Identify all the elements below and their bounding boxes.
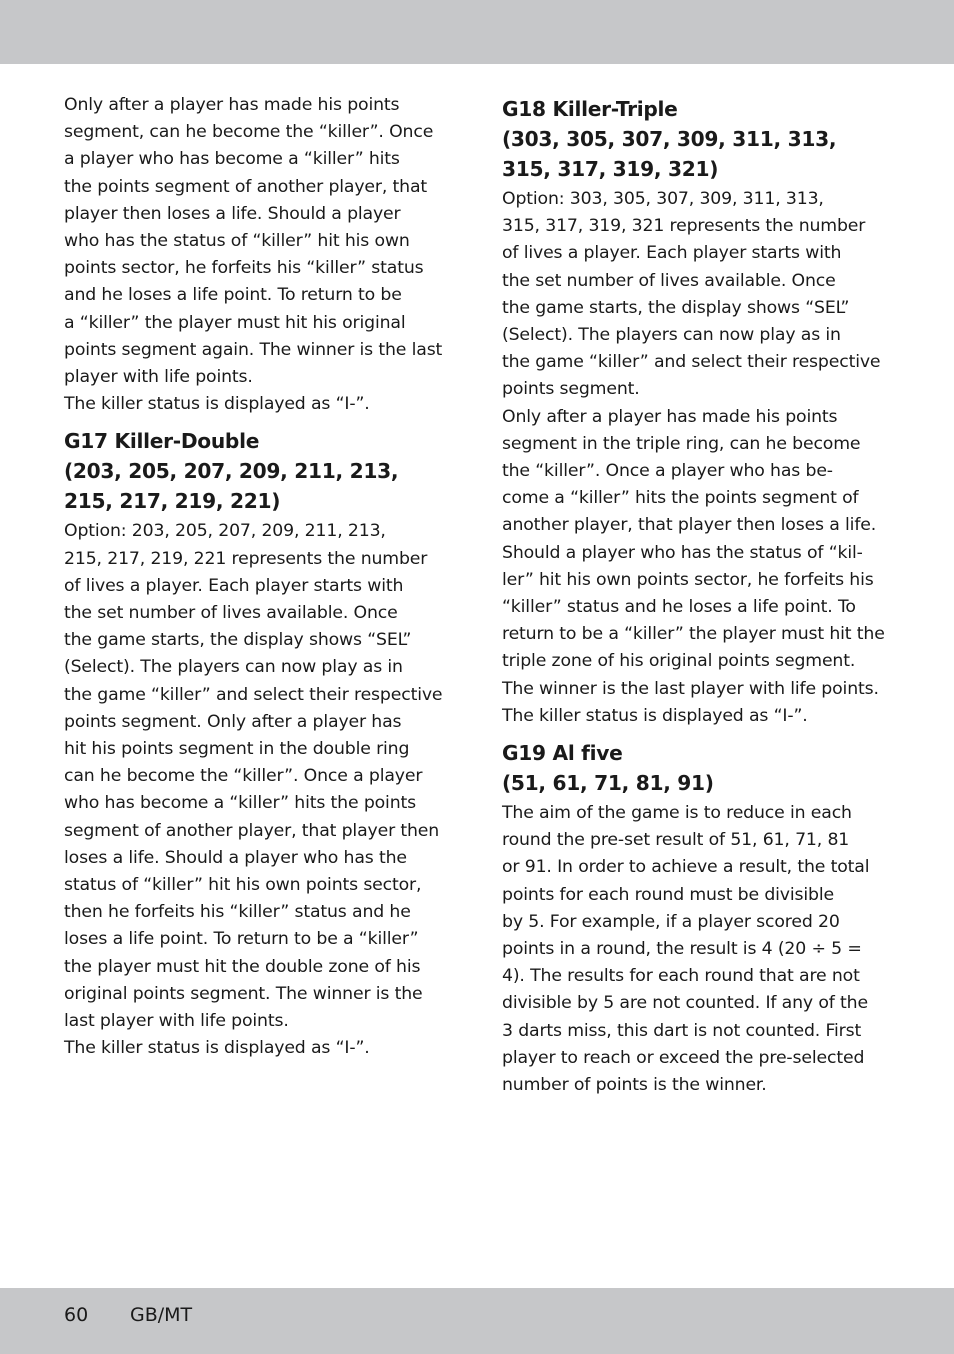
paragraph: Option: 203, 205, 207, 209, 211, 213, 215, 217, 219, 221 represents the number of lives a player. Each player starts with the set number of lives available. Once the game starts, the display shows “SEL” (Select). The players can now play as in the game “killer” and select their respective points segment. Only after a player has hit his points segment in the double ring can he become the “killer”. Once a player who has become a “killer” hits the points segment of another player, that player then loses a life. Should a player who has the status of “killer” hit his own points sector, then he forfeits his “killer” status and he loses a life point. To return to be a “killer” the player must hit the double zone of his original points segment. The winner is the last player with life points.	[64, 521, 443, 1032]
paragraph: Only after a player has made his points segment in the triple ring, can he become the “killer”. Once a player who has be- come a “killer” hits the points segment of another player, that player then loses a life. Should a player who has the status of “kil- ler” hit his own points sector, he forfeits his “killer” status and he loses a life point. To return to be a “killer” the player must hit the triple zone of his original points segment. The winner is the last player with life points.	[502, 406, 885, 699]
paragraph: Option: 303, 305, 307, 309, 311, 313, 315, 317, 319, 321 represents the number of lives a player. Each player starts with the set number of lives available. Once the game starts, the display shows “SEL” (Select). The players can now play as in the game “killer” and select their respective points segment.	[502, 189, 881, 400]
header-band	[0, 0, 954, 64]
right-column	[502, 94, 894, 1099]
left-column	[64, 92, 456, 1063]
paragraph: The killer status is displayed as “I-”.	[64, 394, 370, 415]
locale-label: GB/MT	[130, 1304, 193, 1326]
section-heading-g19: G19 Al five (51, 61, 71, 81, 91)	[502, 741, 714, 796]
paragraph: Only after a player has made his points segment, can he become the “killer”. Once a player who has become a “killer” hits the points segment of another player, that player then loses a life. Should a player who has the status of “killer” hit his own points sector, he forfeits his “killer” status and he loses a life point. To return to be a “killer” the player must hit his original points segment again. The winner is the last player with life points.	[64, 95, 443, 388]
section-heading-g17: G17 Killer-Double (203, 205, 207, 209, 211, 213, 215, 217, 219, 221)	[64, 429, 399, 514]
section-heading-g18: G18 Killer-Triple (303, 305, 307, 309, 311, 313, 315, 317, 319, 321)	[502, 97, 837, 181]
page-number: 60	[64, 1304, 89, 1326]
paragraph: The aim of the game is to reduce in each round the pre-set result of 51, 61, 71, 81 or 91. In order to achieve a result, the total points for each round must be divisible by 5. For example, if a player scored 20 points in a round, the result is 4 (20 ÷ 5 = 4). The results for each round that are not divisible by 5 are not counted. If any of the 3 darts miss, this dart is not counted. First player to reach or exceed the pre-selected number of points is the winner.	[502, 803, 870, 1096]
paragraph: The killer status is displayed as “I-”.	[502, 705, 808, 726]
paragraph: The killer status is displayed as “I-”.	[64, 1038, 370, 1059]
